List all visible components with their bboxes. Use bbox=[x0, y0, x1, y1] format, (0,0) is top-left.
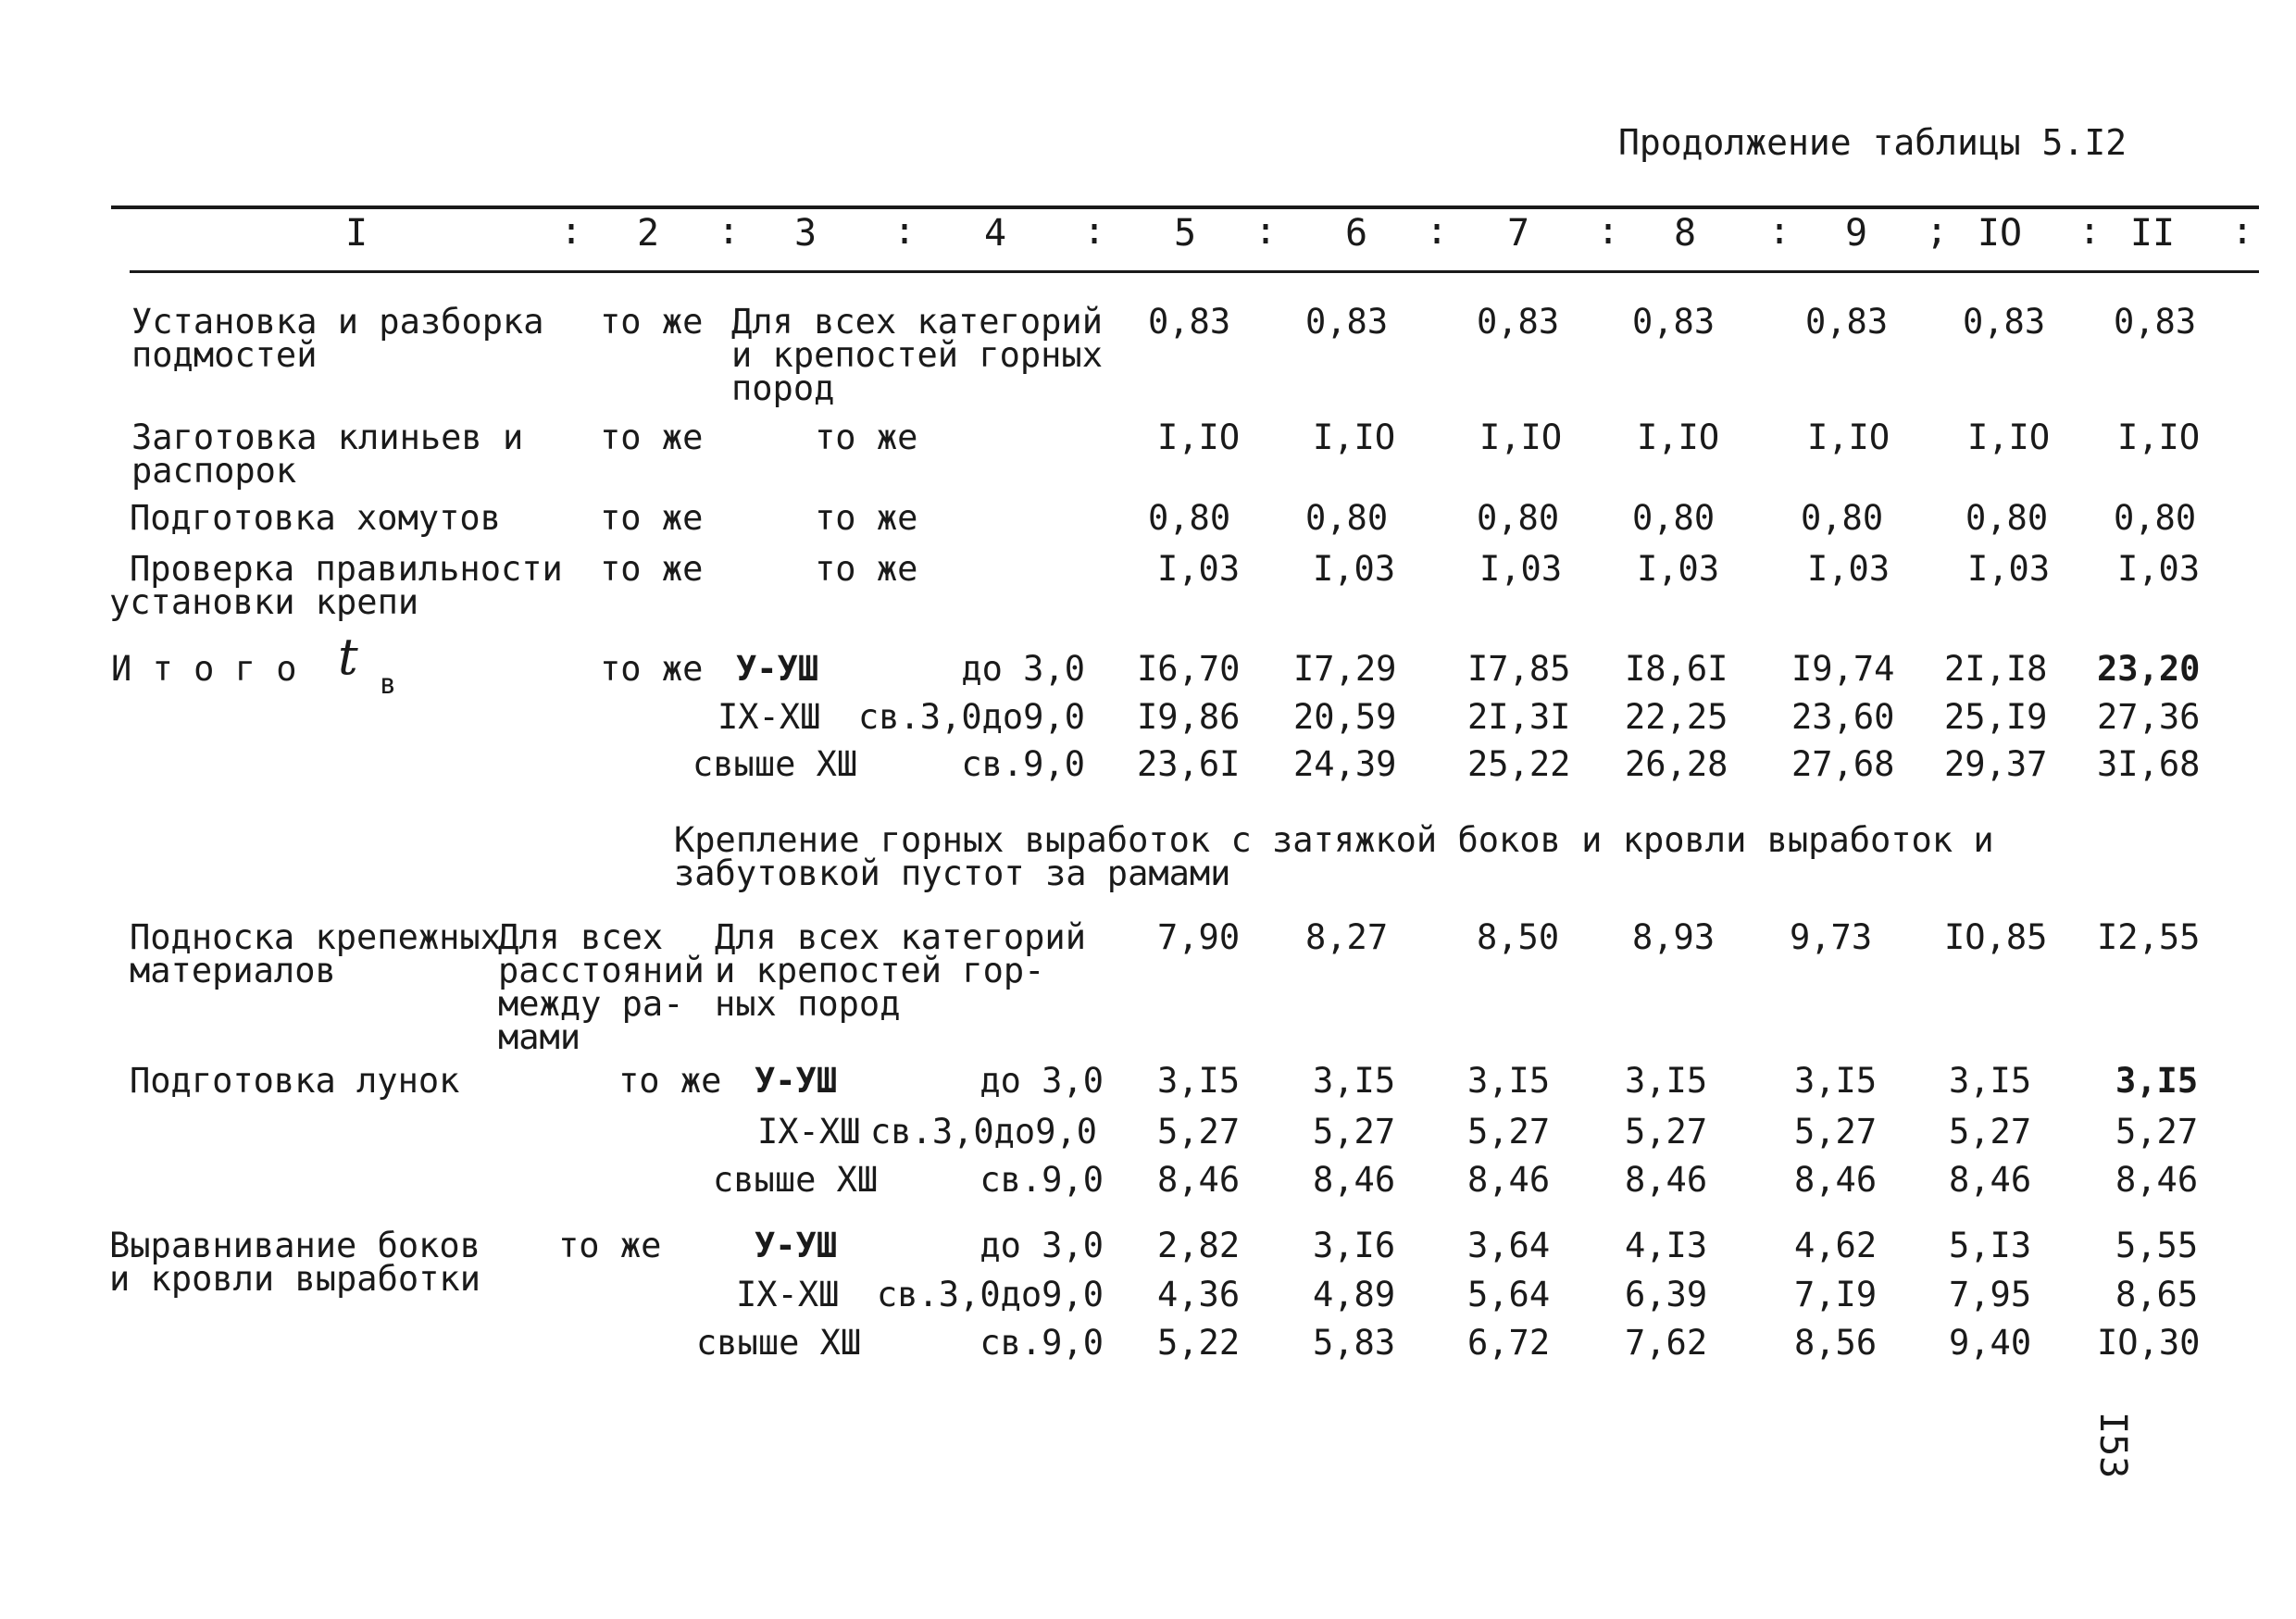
rock-category: IX-XШ bbox=[736, 1275, 840, 1314]
value-cell: 9,40 bbox=[1949, 1323, 2032, 1363]
header-separator: : bbox=[718, 210, 741, 253]
value-cell: I7,85 bbox=[1467, 649, 1571, 689]
column-2-cell: то же bbox=[600, 417, 704, 457]
category-cell: Для всех категорий bbox=[731, 302, 1103, 342]
value-cell: 2I,I8 bbox=[1944, 649, 2048, 689]
value-cell: 0,80 bbox=[1148, 498, 1231, 538]
value-cell: 27,36 bbox=[2097, 697, 2201, 737]
value-cell: I9,74 bbox=[1791, 649, 1895, 689]
value-cell: I,03 bbox=[1313, 549, 1396, 589]
category-cell: и крепостей горных bbox=[731, 335, 1103, 375]
top-rule bbox=[111, 205, 2259, 209]
value-cell: 0,83 bbox=[1148, 302, 1231, 342]
value-cell: 8,46 bbox=[1949, 1160, 2032, 1200]
value-cell: 25,22 bbox=[1467, 744, 1571, 784]
value-cell: 2,82 bbox=[1157, 1226, 1241, 1265]
value-cell: I,03 bbox=[1967, 549, 2051, 589]
rock-category: свыше XШ bbox=[713, 1160, 879, 1200]
total-symbol: t bbox=[338, 628, 358, 686]
value-cell: 8,93 bbox=[1632, 917, 1716, 957]
value-cell: 5,83 bbox=[1313, 1323, 1396, 1363]
value-cell: 5,27 bbox=[1625, 1112, 1708, 1152]
header-col-1: I bbox=[344, 212, 368, 255]
value-cell: 3,I5 bbox=[1467, 1061, 1551, 1101]
header-col-5: 5 bbox=[1173, 212, 1197, 255]
value-cell: 3,I5 bbox=[1625, 1061, 1708, 1101]
row-label: Подготовка хомутов bbox=[130, 498, 501, 538]
value-cell: 0,80 bbox=[2114, 498, 2197, 538]
row-label: материалов bbox=[130, 951, 336, 990]
column-2-cell: Для всех bbox=[498, 917, 664, 957]
header-col-3: 3 bbox=[793, 212, 817, 255]
header-col-9: 9 bbox=[1844, 212, 1868, 255]
section-title: забутовкой пустот за рамами bbox=[674, 853, 1231, 893]
header-separator: : bbox=[560, 210, 583, 253]
range-cell: до 3,0 bbox=[980, 1061, 1104, 1101]
value-cell: 4,I3 bbox=[1625, 1226, 1708, 1265]
row-label: установки крепи bbox=[109, 582, 419, 622]
column-2-cell: то же bbox=[618, 1061, 722, 1101]
category-cell: и крепостей гор- bbox=[715, 951, 1045, 990]
value-cell: I9,86 bbox=[1137, 697, 1241, 737]
value-cell: 4,89 bbox=[1313, 1275, 1396, 1314]
range-cell: св.9,0 bbox=[980, 1160, 1104, 1200]
row-label: Подготовка лунок bbox=[130, 1061, 460, 1101]
category-cell: то же bbox=[815, 549, 918, 589]
value-cell: 3,I5 bbox=[1794, 1061, 1878, 1101]
header-col-2: 2 bbox=[636, 212, 660, 255]
value-cell: I,03 bbox=[1637, 549, 1720, 589]
column-2-cell: то же bbox=[600, 498, 704, 538]
rock-category: свыше XШ bbox=[693, 744, 858, 784]
value-cell: I,IO bbox=[2117, 417, 2201, 457]
value-cell: 3,I5 bbox=[1949, 1061, 2032, 1101]
rock-category: У-УШ bbox=[736, 649, 819, 689]
value-cell: I,03 bbox=[1157, 549, 1241, 589]
value-cell: 5,27 bbox=[1949, 1112, 2032, 1152]
header-separator: : bbox=[2231, 210, 2254, 253]
value-cell: 8,27 bbox=[1305, 917, 1389, 957]
range-cell: св.3,0до9,0 bbox=[870, 1112, 1098, 1152]
value-cell: 8,46 bbox=[2115, 1160, 2199, 1200]
value-cell: 0,80 bbox=[1305, 498, 1389, 538]
value-cell: I7,29 bbox=[1293, 649, 1397, 689]
value-cell: 0,80 bbox=[1632, 498, 1716, 538]
value-cell: 5,22 bbox=[1157, 1323, 1241, 1363]
value-cell: 6,39 bbox=[1625, 1275, 1708, 1314]
value-cell: I2,55 bbox=[2097, 917, 2201, 957]
value-cell: I8,6I bbox=[1625, 649, 1728, 689]
value-cell: 8,46 bbox=[1157, 1160, 1241, 1200]
range-cell: до 3,0 bbox=[961, 649, 1085, 689]
value-cell: 0,83 bbox=[1805, 302, 1889, 342]
row-label: Проверка правильности bbox=[130, 549, 563, 589]
value-cell: 3,64 bbox=[1467, 1226, 1551, 1265]
value-cell: 23,60 bbox=[1791, 697, 1895, 737]
value-cell: I,03 bbox=[2117, 549, 2201, 589]
value-cell: 3,I5 bbox=[1313, 1061, 1396, 1101]
value-cell: I,03 bbox=[1479, 549, 1563, 589]
header-col-10: IO bbox=[1977, 212, 2023, 255]
row-label: Подноска крепежных bbox=[130, 917, 501, 957]
value-cell: I,03 bbox=[1807, 549, 1890, 589]
column-2-cell: между ра- bbox=[498, 984, 684, 1024]
value-cell: 25,I9 bbox=[1944, 697, 2048, 737]
category-cell: то же bbox=[815, 498, 918, 538]
value-cell: I6,70 bbox=[1137, 649, 1241, 689]
column-2-cell: расстояний bbox=[498, 951, 705, 990]
value-cell: 7,I9 bbox=[1794, 1275, 1878, 1314]
column-2-cell: мами bbox=[498, 1017, 581, 1057]
value-cell: 26,28 bbox=[1625, 744, 1728, 784]
section-title: Крепление горных выработок с затяжкой боков и кровли выработок и bbox=[674, 820, 1994, 860]
category-cell: ных пород bbox=[715, 984, 901, 1024]
value-cell: 0,80 bbox=[1477, 498, 1560, 538]
header-separator: : bbox=[1254, 210, 1278, 253]
column-2-cell: то же bbox=[558, 1226, 662, 1265]
value-cell: 23,20 bbox=[2097, 649, 2201, 689]
rock-category: У-УШ bbox=[755, 1061, 838, 1101]
value-cell: 5,27 bbox=[1313, 1112, 1396, 1152]
header-col-4: 4 bbox=[983, 212, 1007, 255]
value-cell: I,IO bbox=[1479, 417, 1563, 457]
category-cell: пород bbox=[731, 368, 835, 408]
value-cell: 7,62 bbox=[1625, 1323, 1708, 1363]
value-cell: 8,50 bbox=[1477, 917, 1560, 957]
value-cell: 5,27 bbox=[2115, 1112, 2199, 1152]
value-cell: 5,27 bbox=[1794, 1112, 1878, 1152]
rock-category: У-УШ bbox=[755, 1226, 838, 1265]
value-cell: 8,46 bbox=[1467, 1160, 1551, 1200]
value-cell: 0,80 bbox=[1965, 498, 2049, 538]
rock-category: IX-XШ bbox=[718, 697, 821, 737]
value-cell: 7,90 bbox=[1157, 917, 1241, 957]
header-bottom-rule bbox=[130, 270, 2259, 273]
header-separator: : bbox=[1083, 210, 1106, 253]
value-cell: I,IO bbox=[1807, 417, 1890, 457]
value-cell: I,IO bbox=[1313, 417, 1396, 457]
row-label: и кровли выработки bbox=[109, 1259, 480, 1299]
column-2-cell: то же bbox=[600, 549, 704, 589]
value-cell: I,IO bbox=[1637, 417, 1720, 457]
value-cell: 8,46 bbox=[1794, 1160, 1878, 1200]
value-cell: 20,59 bbox=[1293, 697, 1397, 737]
header-col-6: 6 bbox=[1344, 212, 1368, 255]
range-cell: св.3,0до9,0 bbox=[857, 697, 1085, 737]
row-label: Заготовка клиньев и bbox=[131, 417, 524, 457]
value-cell: 29,37 bbox=[1944, 744, 2048, 784]
value-cell: 0,83 bbox=[1632, 302, 1716, 342]
value-cell: 0,83 bbox=[1305, 302, 1389, 342]
value-cell: IO,30 bbox=[2097, 1323, 2201, 1363]
value-cell: 0,80 bbox=[1801, 498, 1884, 538]
header-separator: : bbox=[2078, 210, 2102, 253]
value-cell: 0,83 bbox=[2114, 302, 2197, 342]
column-2-cell: то же bbox=[600, 649, 704, 689]
value-cell: 0,83 bbox=[1963, 302, 2046, 342]
value-cell: 3I,68 bbox=[2097, 744, 2201, 784]
value-cell: 5,27 bbox=[1467, 1112, 1551, 1152]
header-separator: : bbox=[893, 210, 917, 253]
value-cell: 4,36 bbox=[1157, 1275, 1241, 1314]
header-col-7: 7 bbox=[1506, 212, 1530, 255]
value-cell: 4,62 bbox=[1794, 1226, 1878, 1265]
value-cell: 27,68 bbox=[1791, 744, 1895, 784]
header-separator: : bbox=[1597, 210, 1620, 253]
rock-category: свыше XШ bbox=[696, 1323, 862, 1363]
header-separator: : bbox=[1768, 210, 1791, 253]
page-number: I53 bbox=[2091, 1412, 2134, 1479]
rock-category: IX-XШ bbox=[757, 1112, 861, 1152]
value-cell: 3,I6 bbox=[1313, 1226, 1396, 1265]
row-label: распорок bbox=[131, 451, 297, 491]
row-label: Выравнивание боков bbox=[109, 1226, 480, 1265]
column-2-cell: то же bbox=[600, 302, 704, 342]
range-cell: св.9,0 bbox=[980, 1323, 1104, 1363]
value-cell: 6,72 bbox=[1467, 1323, 1551, 1363]
value-cell: 8,56 bbox=[1794, 1323, 1878, 1363]
value-cell: 2I,3I bbox=[1467, 697, 1571, 737]
range-cell: св.3,0до9,0 bbox=[876, 1275, 1104, 1314]
value-cell: 24,39 bbox=[1293, 744, 1397, 784]
category-cell: Для всех категорий bbox=[715, 917, 1086, 957]
value-cell: 7,95 bbox=[1949, 1275, 2032, 1314]
value-cell: 8,46 bbox=[1313, 1160, 1396, 1200]
category-cell: то же bbox=[815, 417, 918, 457]
value-cell: 5,27 bbox=[1157, 1112, 1241, 1152]
value-cell: IO,85 bbox=[1944, 917, 2048, 957]
range-cell: св.9,0 bbox=[961, 744, 1085, 784]
value-cell: 3,I5 bbox=[1157, 1061, 1241, 1101]
value-cell: I,IO bbox=[1967, 417, 2051, 457]
header-separator: : bbox=[1426, 210, 1449, 253]
row-label: Установка и разборка bbox=[131, 302, 544, 342]
value-cell: 8,65 bbox=[2115, 1275, 2199, 1314]
value-cell: 5,I3 bbox=[1949, 1226, 2032, 1265]
row-label: подмостей bbox=[131, 335, 318, 375]
value-cell: 9,73 bbox=[1790, 917, 1873, 957]
range-cell: до 3,0 bbox=[980, 1226, 1104, 1265]
header-col-11: II bbox=[2129, 212, 2176, 255]
header-separator: ; bbox=[1926, 210, 1949, 253]
value-cell: 3,I5 bbox=[2115, 1061, 2199, 1101]
value-cell: 0,83 bbox=[1477, 302, 1560, 342]
value-cell: 5,55 bbox=[2115, 1226, 2199, 1265]
value-cell: 5,64 bbox=[1467, 1275, 1551, 1314]
value-cell: 23,6I bbox=[1137, 744, 1241, 784]
value-cell: 8,46 bbox=[1625, 1160, 1708, 1200]
total-label: И т о г о bbox=[111, 649, 297, 689]
value-cell: I,IO bbox=[1157, 417, 1241, 457]
header-col-8: 8 bbox=[1673, 212, 1697, 255]
total-subscript: в bbox=[380, 668, 397, 701]
value-cell: 22,25 bbox=[1625, 697, 1728, 737]
table-caption: Продолжение таблицы 5.I2 bbox=[1618, 122, 2128, 163]
